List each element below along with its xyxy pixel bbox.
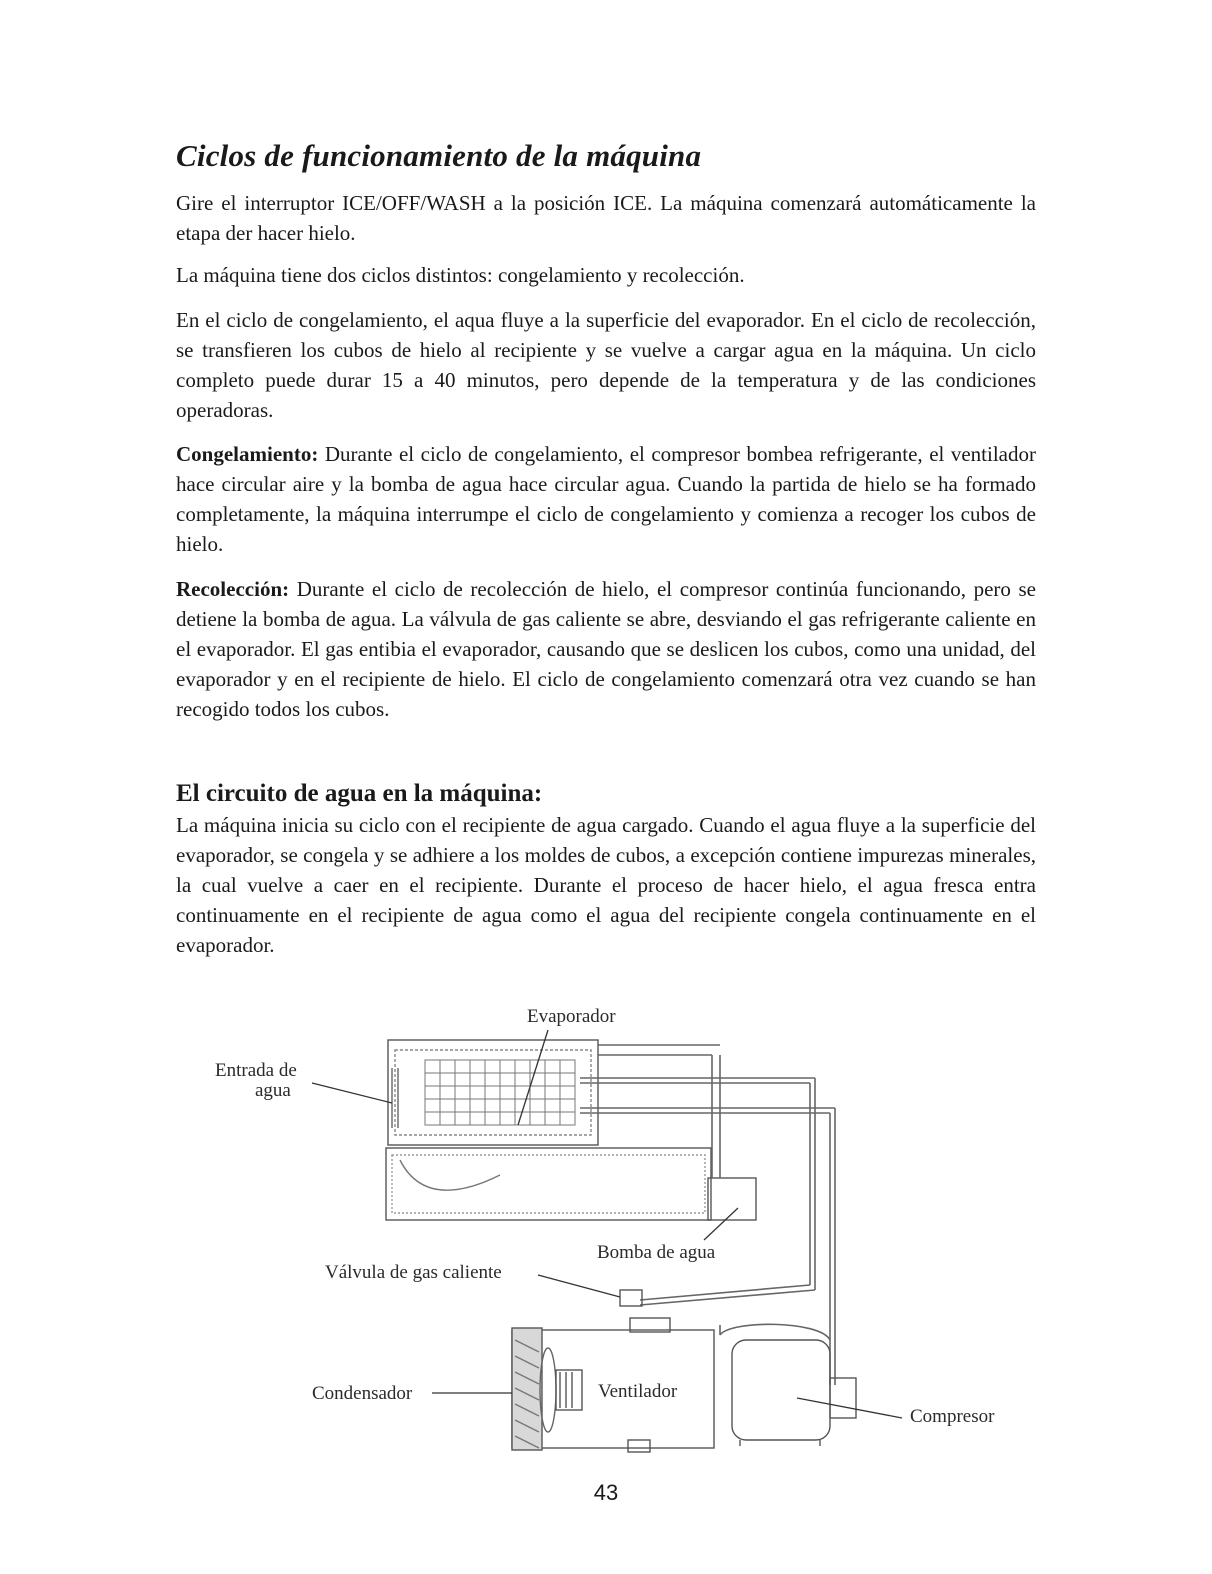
water-pump-box [708, 1178, 756, 1220]
paragraph-two-cycles: La máquina tiene dos ciclos distintos: congelamiento y recolección. [176, 263, 745, 287]
valvula-leader [538, 1275, 620, 1297]
compressor-body [732, 1340, 830, 1440]
congelamiento-label: Congelamiento: [176, 442, 319, 466]
fan-icon [540, 1348, 582, 1432]
label-compresor: Compresor [910, 1406, 995, 1427]
condenser-fan-unit [512, 1330, 714, 1448]
hot-gas-valve [620, 1290, 642, 1306]
entrada-leader [312, 1083, 392, 1103]
paragraph-congelamiento [176, 439, 1036, 559]
evaporator-housing [388, 1040, 598, 1145]
label-entrada-line1: Entrada de [215, 1060, 297, 1081]
paragraph-recoleccion [176, 574, 1036, 724]
paragraph-water-circuit: La máquina inicia su ciclo con el recipiente de agua cargado. Cuando el agua fluye a la superficie del evaporador, se congela y se adhiere a los moldes de cubos, a excepción contiene impurezas minerales, la cual vuelve a caer en el recipiente. Durante el proceso de hacer hielo, el agua fresca entra continuamente en el recipiente de agua como el agua del recipiente congela continuamente en el evaporador. [176, 813, 1036, 957]
bomba-leader [704, 1208, 738, 1240]
section-heading-water-circuit: El circuito de agua en la máquina: [176, 780, 543, 807]
paragraph-cycle-description: En el ciclo de congelamiento, el aqua fluye a la superficie del evaporador. En el ciclo de recolección, se transfieren los cubos de hielo al recipiente y se vuelve a cargar agua en la máquina. Un ciclo completo puede durar 15 a 40 minutos, pero depende de la temperatura y de las condiciones operadoras. [176, 308, 1036, 422]
page-title: Ciclos de funcionamiento de la máquina [176, 138, 702, 173]
evaporador-leader [518, 1030, 548, 1125]
label-ventilador: Ventilador [598, 1381, 678, 1402]
water-tank [386, 1148, 711, 1220]
label-valvula: Válvula de gas caliente [325, 1262, 502, 1283]
refrigerant-pipes [580, 1045, 835, 1385]
recoleccion-label: Recolección: [176, 577, 290, 601]
label-evaporador: Evaporador [527, 1006, 616, 1027]
condenser-coil [512, 1328, 542, 1450]
label-entrada-line2: agua [255, 1080, 291, 1101]
label-condensador: Condensador [312, 1383, 413, 1404]
paragraph-intro: Gire el interruptor ICE/OFF/WASH a la posición ICE. La máquina comenzará automáticamente la etapa der hacer hielo. [176, 191, 1036, 245]
congelamiento-text: Durante el ciclo de congelamiento, el compresor bombea refrigerante, el ventilador hace circular aire y la bomba de agua hace circular agua. Cuando la partida de hielo se ha formado completamente, la máquina interrumpe el ciclo de congelamiento y comienza a recoger los cubos de hielo. [176, 442, 1036, 556]
recoleccion-text: Durante el ciclo de recolección de hielo, el compresor continúa funcionando, pero se detiene la bomba de agua. La válvula de gas caliente se abre, desviando el gas refrigerante caliente en el evaporador. El gas entibia el evaporador, causando que se deslicen los cubos, como una unidad, del evaporador y en el recipiente de hielo. El ciclo de congelamiento comenzará otra vez cuando se han recogido todos los cubos. [176, 577, 1036, 721]
label-bomba: Bomba de agua [597, 1242, 716, 1263]
evaporator-grid [425, 1060, 575, 1125]
compresor-leader [797, 1398, 902, 1418]
page-number: 43 [593, 1480, 619, 1505]
